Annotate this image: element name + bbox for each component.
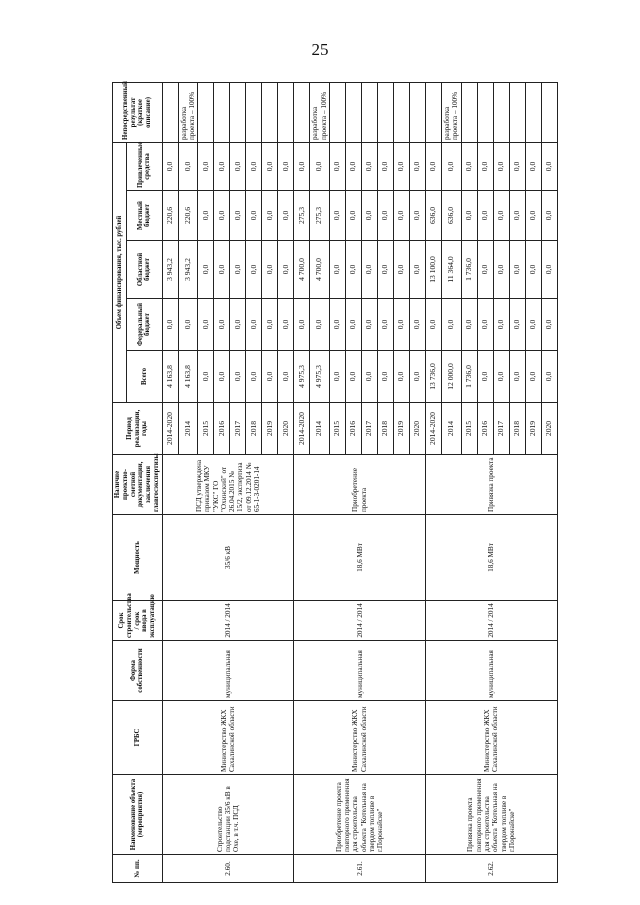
cell-federal: 0,0 — [162, 298, 178, 350]
cell-regional: 13 100,0 — [426, 240, 442, 298]
cell-period: 2018 — [378, 402, 394, 454]
cell-attracted: 0,0 — [310, 142, 330, 190]
cell-attracted: 0,0 — [493, 142, 509, 190]
cell-period: 2014 — [178, 402, 198, 454]
cell-total: 0,0 — [410, 350, 426, 402]
cell-total: 0,0 — [493, 350, 509, 402]
cell-result — [525, 82, 541, 142]
cell-period: 2018 — [246, 402, 262, 454]
cell-federal: 0,0 — [246, 298, 262, 350]
project-name: Приобретение проекта повторного применения для строительства объекта "Котельная на твердом топливе в г.Поронайске" — [294, 774, 426, 854]
cell-federal: 0,0 — [278, 298, 294, 350]
project-grbs: Министерство ЖКХ Сахалинской области — [294, 700, 426, 774]
header-name: Наименование объекта (мероприятия) — [113, 774, 163, 854]
cell-local: 0,0 — [330, 190, 346, 240]
cell-regional: 0,0 — [493, 240, 509, 298]
cell-regional: 0,0 — [477, 240, 493, 298]
cell-regional: 0,0 — [378, 240, 394, 298]
cell-local: 0,0 — [378, 190, 394, 240]
table-row — [162, 82, 178, 882]
cell-total: 0,0 — [362, 350, 378, 402]
cell-period: 2014-2020 — [162, 402, 178, 454]
cell-federal: 0,0 — [525, 298, 541, 350]
cell-result — [426, 82, 442, 142]
rotated-table-container — [112, 63, 632, 883]
cell-regional: 0,0 — [330, 240, 346, 298]
cell-period: 2014-2020 — [426, 402, 442, 454]
cell-regional: 4 700,0 — [294, 240, 310, 298]
cell-result — [294, 82, 310, 142]
cell-local: 0,0 — [493, 190, 509, 240]
cell-period: 2019 — [525, 402, 541, 454]
cell-period: 2014 — [310, 402, 330, 454]
cell-period: 2019 — [262, 402, 278, 454]
cell-regional: 0,0 — [346, 240, 362, 298]
cell-attracted: 0,0 — [410, 142, 426, 190]
cell-local: 0,0 — [509, 190, 525, 240]
cell-local: 0,0 — [410, 190, 426, 240]
project-psd: ПСД утверждена приказом МКУ "УКС" ГО "Охинский" от 26.04.2015 № 15/2, экспертиза от 09.12.2014 № 65-1-3-0201-14 — [162, 454, 294, 514]
header-psd: Наличие проектно-сметной документации, заключения главгосэкспертизы — [113, 454, 163, 514]
cell-total: 1 736,0 — [461, 350, 477, 402]
project-no: 2.61. — [294, 854, 426, 882]
cell-result — [262, 82, 278, 142]
cell-result — [346, 82, 362, 142]
cell-regional: 3 943,2 — [162, 240, 178, 298]
cell-total: 0,0 — [525, 350, 541, 402]
cell-total: 12 000,0 — [442, 350, 462, 402]
header-local: Местный бюджет — [127, 190, 163, 240]
cell-federal: 0,0 — [310, 298, 330, 350]
cell-total: 0,0 — [378, 350, 394, 402]
cell-attracted: 0,0 — [178, 142, 198, 190]
cell-period: 2016 — [346, 402, 362, 454]
project-ownership: муниципальная — [162, 640, 294, 700]
cell-local: 0,0 — [262, 190, 278, 240]
cell-local: 0,0 — [525, 190, 541, 240]
cell-regional: 0,0 — [214, 240, 230, 298]
cell-regional: 0,0 — [230, 240, 246, 298]
cell-attracted: 0,0 — [477, 142, 493, 190]
cell-federal: 0,0 — [294, 298, 310, 350]
cell-attracted: 0,0 — [230, 142, 246, 190]
cell-total: 0,0 — [246, 350, 262, 402]
cell-result — [477, 82, 493, 142]
cell-regional: 0,0 — [278, 240, 294, 298]
cell-period: 2016 — [214, 402, 230, 454]
cell-result: разработка проекта – 100% — [442, 82, 462, 142]
cell-total: 4 975,3 — [310, 350, 330, 402]
cell-period: 2017 — [230, 402, 246, 454]
cell-regional: 3 943,2 — [178, 240, 198, 298]
cell-regional: 0,0 — [525, 240, 541, 298]
cell-federal: 0,0 — [493, 298, 509, 350]
cell-local: 636,0 — [426, 190, 442, 240]
cell-attracted: 0,0 — [541, 142, 557, 190]
header-grbs: ГРБС — [113, 700, 163, 774]
cell-regional: 0,0 — [394, 240, 410, 298]
cell-regional: 1 736,0 — [461, 240, 477, 298]
cell-result — [461, 82, 477, 142]
cell-total: 13 736,0 — [426, 350, 442, 402]
cell-federal: 0,0 — [378, 298, 394, 350]
cell-local: 0,0 — [346, 190, 362, 240]
cell-regional: 4 700,0 — [310, 240, 330, 298]
project-capacity: 35/6 кВ — [162, 514, 294, 600]
cell-federal: 0,0 — [477, 298, 493, 350]
cell-result — [162, 82, 178, 142]
cell-total: 0,0 — [230, 350, 246, 402]
cell-period: 2015 — [198, 402, 214, 454]
cell-period: 2014-2020 — [294, 402, 310, 454]
cell-attracted: 0,0 — [330, 142, 346, 190]
page-number: 25 — [311, 40, 329, 59]
header-regional: Областной бюджет — [127, 240, 163, 298]
cell-result — [493, 82, 509, 142]
cell-federal: 0,0 — [394, 298, 410, 350]
project-psd: Приобретение проекта — [294, 454, 426, 514]
project-no: 2.62. — [426, 854, 558, 882]
cell-federal: 0,0 — [330, 298, 346, 350]
project-name: Строительство подстанции 35/6 кВ в Охе, в т.ч. ПСД — [162, 774, 294, 854]
cell-federal: 0,0 — [442, 298, 462, 350]
cell-local: 275,3 — [310, 190, 330, 240]
cell-local: 0,0 — [394, 190, 410, 240]
cell-federal: 0,0 — [410, 298, 426, 350]
cell-federal: 0,0 — [230, 298, 246, 350]
cell-total: 4 163,8 — [178, 350, 198, 402]
cell-federal: 0,0 — [198, 298, 214, 350]
table-body — [162, 82, 557, 882]
header-funding-group: Объем финансирования, тыс. рублей — [113, 142, 127, 402]
cell-attracted: 0,0 — [426, 142, 442, 190]
cell-result — [230, 82, 246, 142]
cell-attracted: 0,0 — [162, 142, 178, 190]
cell-period: 2017 — [493, 402, 509, 454]
cell-local: 0,0 — [246, 190, 262, 240]
cell-regional: 0,0 — [362, 240, 378, 298]
cell-total: 0,0 — [278, 350, 294, 402]
cell-period: 2019 — [394, 402, 410, 454]
cell-total: 0,0 — [198, 350, 214, 402]
cell-federal: 0,0 — [461, 298, 477, 350]
project-term: 2014 / 2014 — [294, 600, 426, 640]
cell-regional: 0,0 — [509, 240, 525, 298]
cell-regional: 0,0 — [246, 240, 262, 298]
cell-result — [410, 82, 426, 142]
project-capacity: 18,6 МВт — [426, 514, 558, 600]
cell-local: 0,0 — [461, 190, 477, 240]
cell-attracted: 0,0 — [278, 142, 294, 190]
cell-attracted: 0,0 — [461, 142, 477, 190]
cell-attracted: 0,0 — [442, 142, 462, 190]
cell-period: 2018 — [509, 402, 525, 454]
cell-attracted: 0,0 — [509, 142, 525, 190]
header-attracted: Привлеченные средства — [127, 142, 163, 190]
cell-total: 0,0 — [394, 350, 410, 402]
project-ownership: муниципальная — [426, 640, 558, 700]
project-grbs: Министерство ЖКХ Сахалинской области — [426, 700, 558, 774]
project-name: Привязка проекта повторного применения для строительства объекта "Котельная на твердом топливе в г.Поронайске" — [426, 774, 558, 854]
cell-regional: 0,0 — [410, 240, 426, 298]
cell-period: 2020 — [541, 402, 557, 454]
header-federal: Федеральный бюджет — [127, 298, 163, 350]
cell-local: 0,0 — [477, 190, 493, 240]
cell-attracted: 0,0 — [525, 142, 541, 190]
cell-period: 2020 — [410, 402, 426, 454]
cell-federal: 0,0 — [541, 298, 557, 350]
cell-result — [246, 82, 262, 142]
cell-period: 2015 — [461, 402, 477, 454]
cell-result: разработка проекта – 100% — [178, 82, 198, 142]
cell-local: 636,0 — [442, 190, 462, 240]
table-row — [294, 82, 310, 882]
header-capacity: Мощность — [113, 514, 163, 600]
cell-federal: 0,0 — [362, 298, 378, 350]
cell-local: 0,0 — [278, 190, 294, 240]
cell-attracted: 0,0 — [362, 142, 378, 190]
header-period: Период реализации, годы — [113, 402, 163, 454]
project-capacity: 18,6 МВт — [294, 514, 426, 600]
cell-total: 0,0 — [214, 350, 230, 402]
project-psd: Привязка проекта — [426, 454, 558, 514]
cell-attracted: 0,0 — [246, 142, 262, 190]
cell-total: 4 163,8 — [162, 350, 178, 402]
project-ownership: муниципальная — [294, 640, 426, 700]
project-no: 2.60. — [162, 854, 294, 882]
cell-federal: 0,0 — [426, 298, 442, 350]
cell-federal: 0,0 — [346, 298, 362, 350]
project-term: 2014 / 2014 — [162, 600, 294, 640]
project-grbs: Министерство ЖКХ Сахалинской области — [162, 700, 294, 774]
cell-period: 2020 — [278, 402, 294, 454]
cell-result — [330, 82, 346, 142]
funding-table — [112, 81, 558, 882]
cell-total: 0,0 — [262, 350, 278, 402]
cell-local: 0,0 — [362, 190, 378, 240]
cell-federal: 0,0 — [178, 298, 198, 350]
cell-total: 0,0 — [541, 350, 557, 402]
cell-federal: 0,0 — [509, 298, 525, 350]
cell-regional: 0,0 — [541, 240, 557, 298]
cell-result: разработка проекта – 100% — [310, 82, 330, 142]
header-total: Всего — [127, 350, 163, 402]
cell-result — [394, 82, 410, 142]
cell-local: 0,0 — [214, 190, 230, 240]
cell-result — [509, 82, 525, 142]
table-row — [426, 82, 442, 882]
cell-local: 275,3 — [294, 190, 310, 240]
project-term: 2014 / 2014 — [426, 600, 558, 640]
cell-attracted: 0,0 — [262, 142, 278, 190]
cell-local: 0,0 — [230, 190, 246, 240]
cell-federal: 0,0 — [262, 298, 278, 350]
cell-attracted: 0,0 — [394, 142, 410, 190]
cell-period: 2014 — [442, 402, 462, 454]
cell-result — [278, 82, 294, 142]
cell-attracted: 0,0 — [214, 142, 230, 190]
cell-regional: 0,0 — [198, 240, 214, 298]
cell-total: 4 975,3 — [294, 350, 310, 402]
cell-result — [214, 82, 230, 142]
cell-total: 0,0 — [346, 350, 362, 402]
header-ownership: Форма собственности — [113, 640, 163, 700]
cell-local: 220,6 — [162, 190, 178, 240]
cell-attracted: 0,0 — [294, 142, 310, 190]
cell-total: 0,0 — [477, 350, 493, 402]
cell-period: 2016 — [477, 402, 493, 454]
cell-result — [541, 82, 557, 142]
header-no: № пп. — [113, 854, 163, 882]
cell-result — [378, 82, 394, 142]
header-term: Срок строительства / срок ввода в эксплуатацию — [113, 600, 163, 640]
cell-attracted: 0,0 — [378, 142, 394, 190]
cell-total: 0,0 — [330, 350, 346, 402]
cell-attracted: 0,0 — [198, 142, 214, 190]
cell-local: 0,0 — [198, 190, 214, 240]
cell-regional: 11 364,0 — [442, 240, 462, 298]
cell-regional: 0,0 — [262, 240, 278, 298]
cell-result — [362, 82, 378, 142]
cell-local: 220,6 — [178, 190, 198, 240]
cell-local: 0,0 — [541, 190, 557, 240]
cell-federal: 0,0 — [214, 298, 230, 350]
cell-period: 2015 — [330, 402, 346, 454]
cell-attracted: 0,0 — [346, 142, 362, 190]
header-result: Непосредственный результат (краткое описание) — [113, 82, 163, 142]
cell-result — [198, 82, 214, 142]
cell-period: 2017 — [362, 402, 378, 454]
cell-total: 0,0 — [509, 350, 525, 402]
